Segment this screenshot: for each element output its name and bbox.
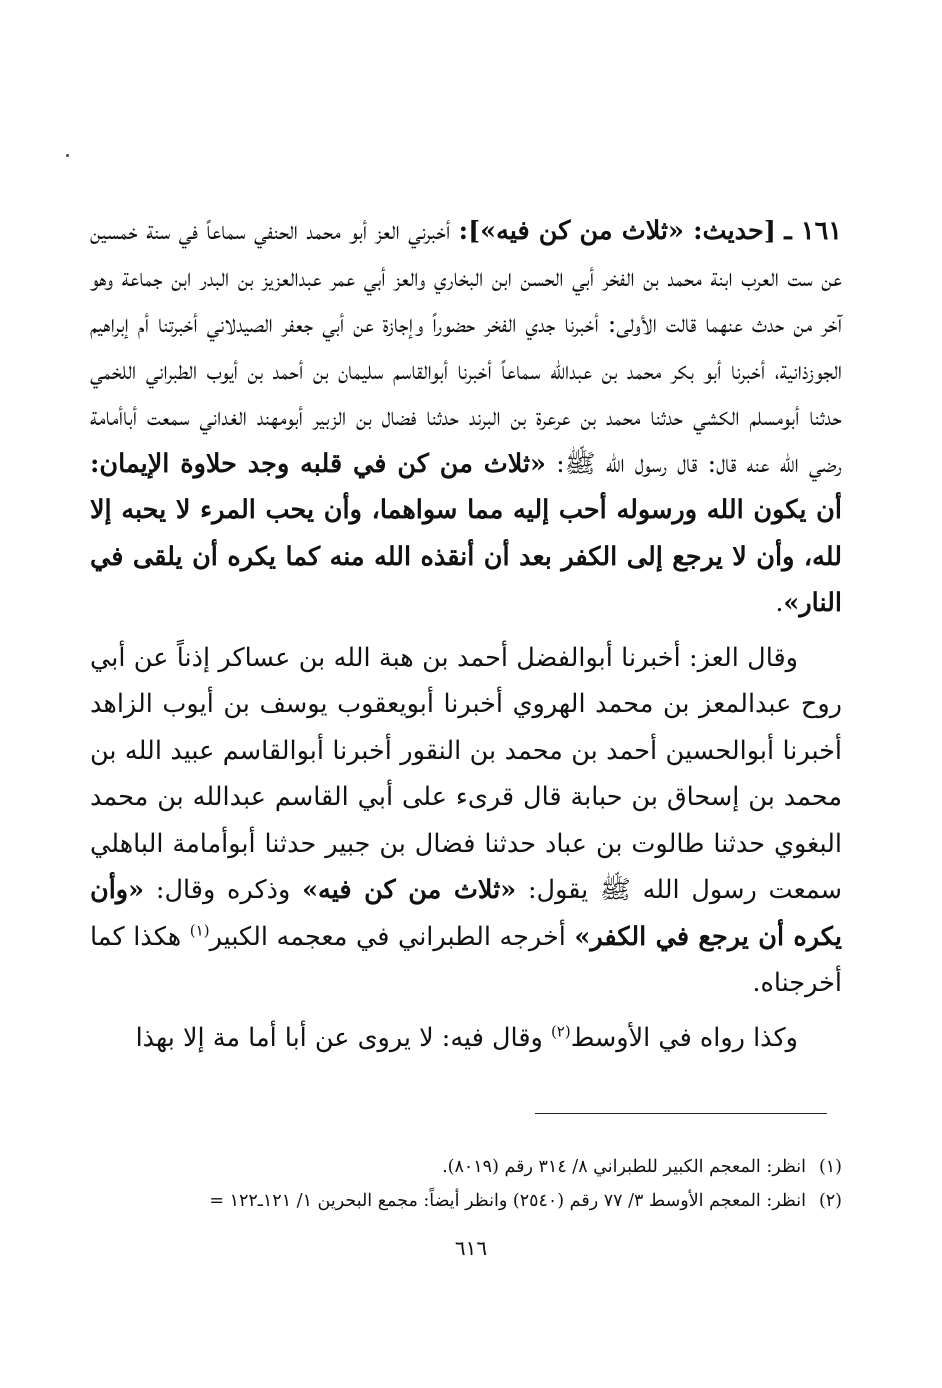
entry-number: ١٦١ ـ — [784, 216, 842, 246]
footnote-number: (١) — [818, 1157, 842, 1177]
isnad-text: وقال العز: أخبرنا أبوالفضل أحمد بن هبة الله بن عساكر إذناً عن أبي روح عبدالمعز بن محمد الهروي أخبرنا أبويعقوب يوسف بن أيوب الزاهد أخبرنا أبوالحسين أحمد بن محمد بن النقور أخبرنا أبوالقاسم عبيد الله بن محمد بن إسحاق بن حبابة قال قرىء على أبي القاسم عبدالله بن محمد البغوي حدثنا طالوت بن عباد حدثنا فضال بن جبير حدثنا أبوأمامة الباهلي سمعت رسول الله ﷺ يقول: — [90, 642, 842, 905]
quoted-hadith: «ثلاث من كن فيه» — [302, 875, 517, 905]
awsat-text-cont: وقال فيه: لا يروى عن أبا أما مة إلا بهذا — [135, 1022, 551, 1053]
sentence-end: . — [775, 588, 784, 618]
connector-text: وذكره وقال: — [144, 875, 303, 905]
isnad-text: أخبرني العز أبو محمد الحنفي سماعاً في سنة خمسين عن ست العرب ابنة محمد بن الفخر أبي الحسن ابن البخاري والعز أبي عمر عبدالعزيز بن البدر ابن جماعة وهو آخر من حدث عنهما قالت الأولى: أخبرنا جدي الفخر حضوراً وإجازة عن أبي جعفر الصيدلاني أخبرتنا أم إبراهيم الجوزذانية، أخبرنا أبو بكر محمد بن عبدالله سماعاً أخبرنا أبوالقاسم سليمان بن أحمد بن أيوب الطبراني اللخمي حدثنا أبومسلم الكشي حدثنا محمد بن عرعرة بن البرند حدثنا فضال بن الزبير أبومهند الغداني سمعت أباأمامة رضي الله عنه قال: قال رسول الله ﷺ: — [90, 216, 842, 479]
page-number: ٦١٦ — [454, 1236, 488, 1260]
footnotes — [90, 1150, 842, 1218]
footnote-ref-1[interactable]: (١) — [189, 921, 210, 939]
hadith-text: «ثلاث من كن في قلبه وجد حلاوة الإيمان: أن يكون الله ورسوله أحب إليه مما سواهما، وأن يحب المرء لا يحبه إلا لله، وأن لا يرجع إلى الكفر بعد أن أنقذه الله منه كما يكره أن يلقى في النار» — [90, 448, 842, 618]
footnote-separator — [535, 1113, 827, 1114]
awsat-text: وكذا رواه في الأوسط — [570, 1022, 798, 1053]
main-text — [90, 208, 842, 1061]
scan-speck — [66, 154, 69, 157]
paragraph-awsat — [90, 1015, 842, 1062]
entry-heading: [حديث: «ثلاث من كن فيه»]: — [458, 216, 776, 246]
footnote-2 — [90, 1184, 842, 1218]
footnote-ref-2[interactable]: (٢) — [550, 1022, 571, 1040]
closing-text: هكذا كما أخرجناه. — [90, 921, 842, 998]
footnote-1 — [90, 1150, 842, 1184]
paragraph-second-chain — [90, 635, 842, 1007]
footnote-text: انظر: المعجم الكبير للطبراني ٨/ ٣١٤ رقم (٨٠١٩). — [442, 1157, 806, 1177]
quoted-hadith: «وأن يكره أن يرجع في الكفر» — [90, 875, 842, 952]
footnote-text: انظر: المعجم الأوسط ٣/ ٧٧ رقم (٢٥٤٠) وانظر أيضاً: مجمع البحرين ١/ ١٢١ـ١٢٢ = — [209, 1191, 806, 1211]
footnote-number: (٢) — [818, 1191, 842, 1211]
source-text: أخرجه الطبراني في معجمه الكبير — [209, 921, 575, 952]
paragraph-hadith-161 — [90, 208, 842, 627]
